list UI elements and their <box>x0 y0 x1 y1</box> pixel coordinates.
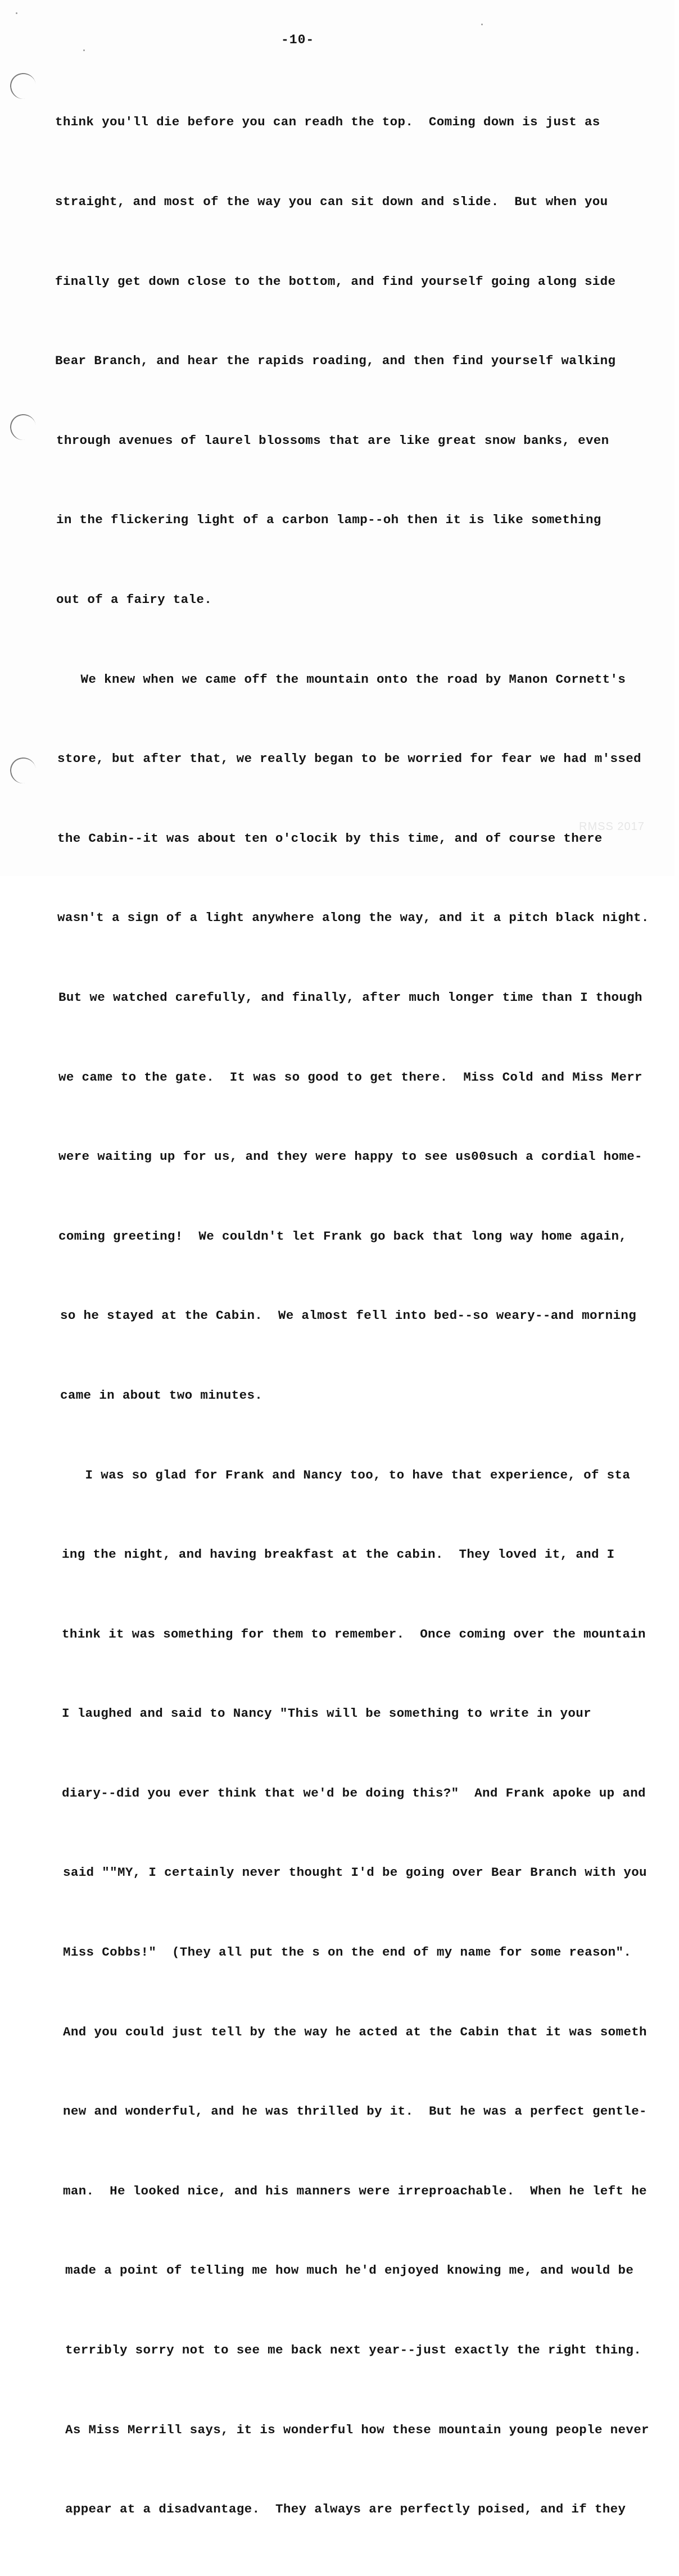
paper-speck <box>481 24 483 25</box>
punch-hole-mark <box>8 71 38 101</box>
text-line: ing the night, and having breakfast at the cabin. They loved it, and I <box>62 1547 615 1562</box>
text-line: think you'll die before you can readh the top. Coming down is just as <box>55 115 600 130</box>
text-line: I laughed and said to Nancy "This will be something to write in your <box>62 1706 591 1721</box>
text-line: said ""MY, I certainly never thought I'd be going over Bear Branch with you <box>63 1865 647 1880</box>
text-line: think it was something for them to remember. Once coming over the mountain <box>62 1626 646 1641</box>
text-line: the Cabin--it was about ten o'clocik by this time, and of course there <box>57 831 603 846</box>
text-line: I was so glad for Frank and Nancy too, to have that experience, of sta <box>62 1467 631 1482</box>
text-line: And you could just tell by the way he acted at the Cabin that it was someth <box>63 2024 647 2039</box>
text-line: in the flickering light of a carbon lamp--oh then it is like something <box>56 513 601 528</box>
text-line: straight, and most of the way you can sit down and slide. But when you <box>55 194 608 209</box>
text-line: But we watched carefully, and finally, after much longer time than I though <box>58 990 642 1005</box>
text-line: wasn't a sign of a light anywhere along the way, and it a pitch black night. <box>57 910 649 926</box>
text-line: store, but after that, we really began to be worried for fear we had m'ssed <box>57 751 641 767</box>
punch-hole-mark <box>8 755 38 785</box>
punch-hole-mark <box>8 412 38 442</box>
text-line: We knew when we came off the mountain onto the road by Manon Cornett's <box>57 672 626 687</box>
text-line: terribly sorry not to see me back next year--just exactly the right thing. <box>65 2343 642 2358</box>
body-text <box>55 56 679 2576</box>
paper-speck <box>16 12 17 14</box>
text-line: so he stayed at the Cabin. We almost fell into bed--so weary--and morning <box>60 1308 637 1323</box>
text-line: man. He looked nice, and his manners were irreproachable. When he left he <box>63 2183 647 2198</box>
text-line: we came to the gate. It was so good to get there. Miss Cold and Miss Merr <box>58 1069 642 1085</box>
text-line: came in about two minutes. <box>60 1387 263 1403</box>
text-line: new and wonderful, and he was thrilled by it. But he was a perfect gentle- <box>63 2104 647 2119</box>
text-line: through avenues of laurel blossoms that are like great snow banks, even <box>56 433 609 448</box>
text-line: diary--did you ever think that we'd be doing this?" And Frank apoke up and <box>62 1785 646 1801</box>
text-line: Miss Cobbs!" (They all put the s on the end of my name for some reason". <box>63 1945 632 1960</box>
text-line: made a point of telling me how much he'd enjoyed knowing me, and would be <box>65 2263 634 2278</box>
text-line: coming greeting! We couldn't let Frank go back that long way home again, <box>58 1228 627 1244</box>
text-line: out of a fairy tale. <box>56 592 212 607</box>
paper-speck <box>83 49 85 51</box>
text-line: were waiting up for us, and they were happy to see us00such a cordial home- <box>58 1149 642 1164</box>
text-line: Bear Branch, and hear the rapids roading, and then find yourself walking <box>55 353 616 369</box>
page-number: -10- <box>281 33 315 47</box>
text-line: As Miss Merrill says, it is wonderful how these mountain young people never <box>65 2422 649 2437</box>
archive-watermark: RMSS 2017 <box>579 820 645 833</box>
text-line: appear at a disadvantage. They always are perfectly poised, and if they <box>65 2502 626 2517</box>
text-line: finally get down close to the bottom, and find yourself going along side <box>55 274 616 289</box>
